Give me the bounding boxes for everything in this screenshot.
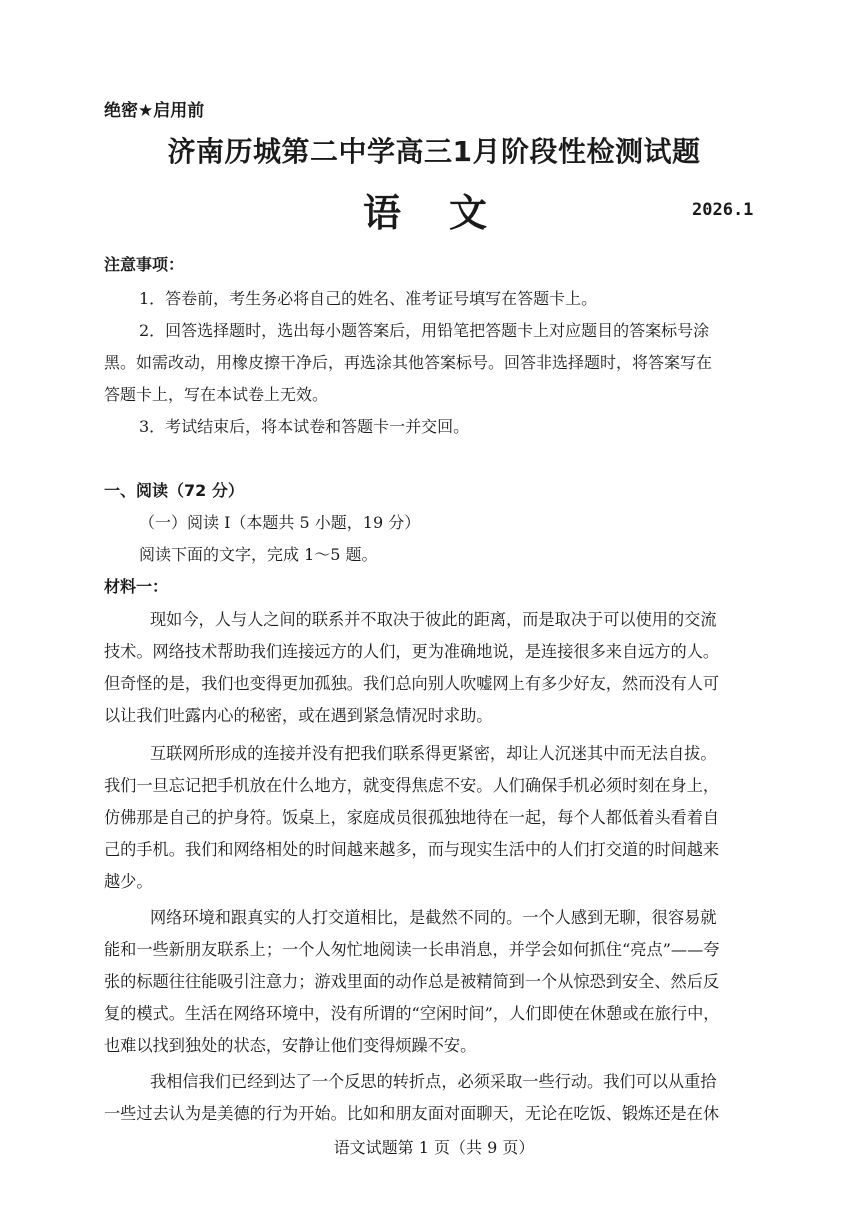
notice-line: 答题卡上，写在本试卷上无效。 [104,385,329,404]
notice-line: 1．答卷前，考生务必将自己的姓名、准考证号填写在答题卡上。 [139,289,598,308]
passage-line: 也难以找到独处的状态，安静让他们变得烦躁不安。 [104,1036,477,1055]
notice-line: 2．回答选择题时，选出每小题答案后，用铅笔把答题卡上对应题目的答案标号涂 [139,321,710,340]
passage-line: 但奇怪的是，我们也变得更加孤独。我们总向别人吹嘘网上有多少好友，然而没有人可 [104,674,720,693]
exam-date: 2026.1 [692,200,754,220]
passage-line: 技术。网络技术帮助我们连接远方的人们，更为准确地说，是连接很多来自远方的人。 [104,642,720,661]
page-footer: 语文试题第 1 页（共 9 页） [333,1138,535,1157]
notice-line: 3．考试结束后，将本试卷和答题卡一并交回。 [139,417,470,436]
passage-line: 我们一旦忘记把手机放在什么地方，就变得焦虑不安。人们确保手机必须时刻在身上， [104,776,720,795]
passage-line: 张的标题往往能吸引注意力；游戏里面的动作总是被精简到一个从惊恐到安全、然后反 [104,972,720,991]
instruction: 阅读下面的文字，完成 1～5 题。 [139,545,378,564]
passage-line: 以让我们吐露内心的秘密，或在遇到紧急情况时求助。 [104,706,493,725]
passage-line: 网络环境和跟真实的人打交道相比，是截然不同的。一个人感到无聊，很容易就 [150,908,717,927]
material-label: 材料一： [104,577,169,596]
passage-line: 一些过去认为是美德的行为开始。比如和朋友面对面聊天，无论在吃饭、锻炼还是在休 [104,1104,720,1123]
confidential-label: 绝密★启用前 [104,101,205,121]
passage-line: 互联网所形成的连接并没有把我们联系得更紧密，却让人沉迷其中而无法自拔。 [150,744,717,763]
passage-line: 己的手机。我们和网络相处的时间越来越多，而与现实生活中的人们打交道的时间越来 [104,840,720,859]
passage-line: 复的模式。生活在网络环境中，没有所谓的“空闲时间”，人们即使在休憩或在旅行中， [104,1004,720,1023]
sub-section-heading: （一）阅读 I（本题共 5 小题，19 分） [139,513,421,532]
exam-title: 济南历城第二中学高三1月阶段性检测试题 [167,135,701,168]
passage-line: 越少。 [104,872,153,891]
section-heading: 一、阅读（72 分） [104,481,244,500]
passage-line: 现如今，人与人之间的联系并不取决于彼此的距离，而是取决于可以使用的交流 [150,610,717,629]
notice-line: 黑。如需改动，用橡皮擦干净后，再选涂其他答案标号。回答非选择题时，将答案写在 [104,353,713,372]
passage-line: 我相信我们已经到达了一个反思的转折点，必须采取一些行动。我们可以从重拾 [150,1072,717,1091]
passage-line: 仿佛那是自己的护身符。饭桌上，家庭成员很孤独地待在一起，每个人都低着头看着自 [104,808,720,827]
subject-title: 语文 [362,191,535,235]
notice-heading: 注意事项： [104,255,185,274]
passage-line: 能和一些新朋友联系上；一个人匆忙地阅读一长串消息，并学会如何抓住“亮点”——夸 [104,940,720,959]
